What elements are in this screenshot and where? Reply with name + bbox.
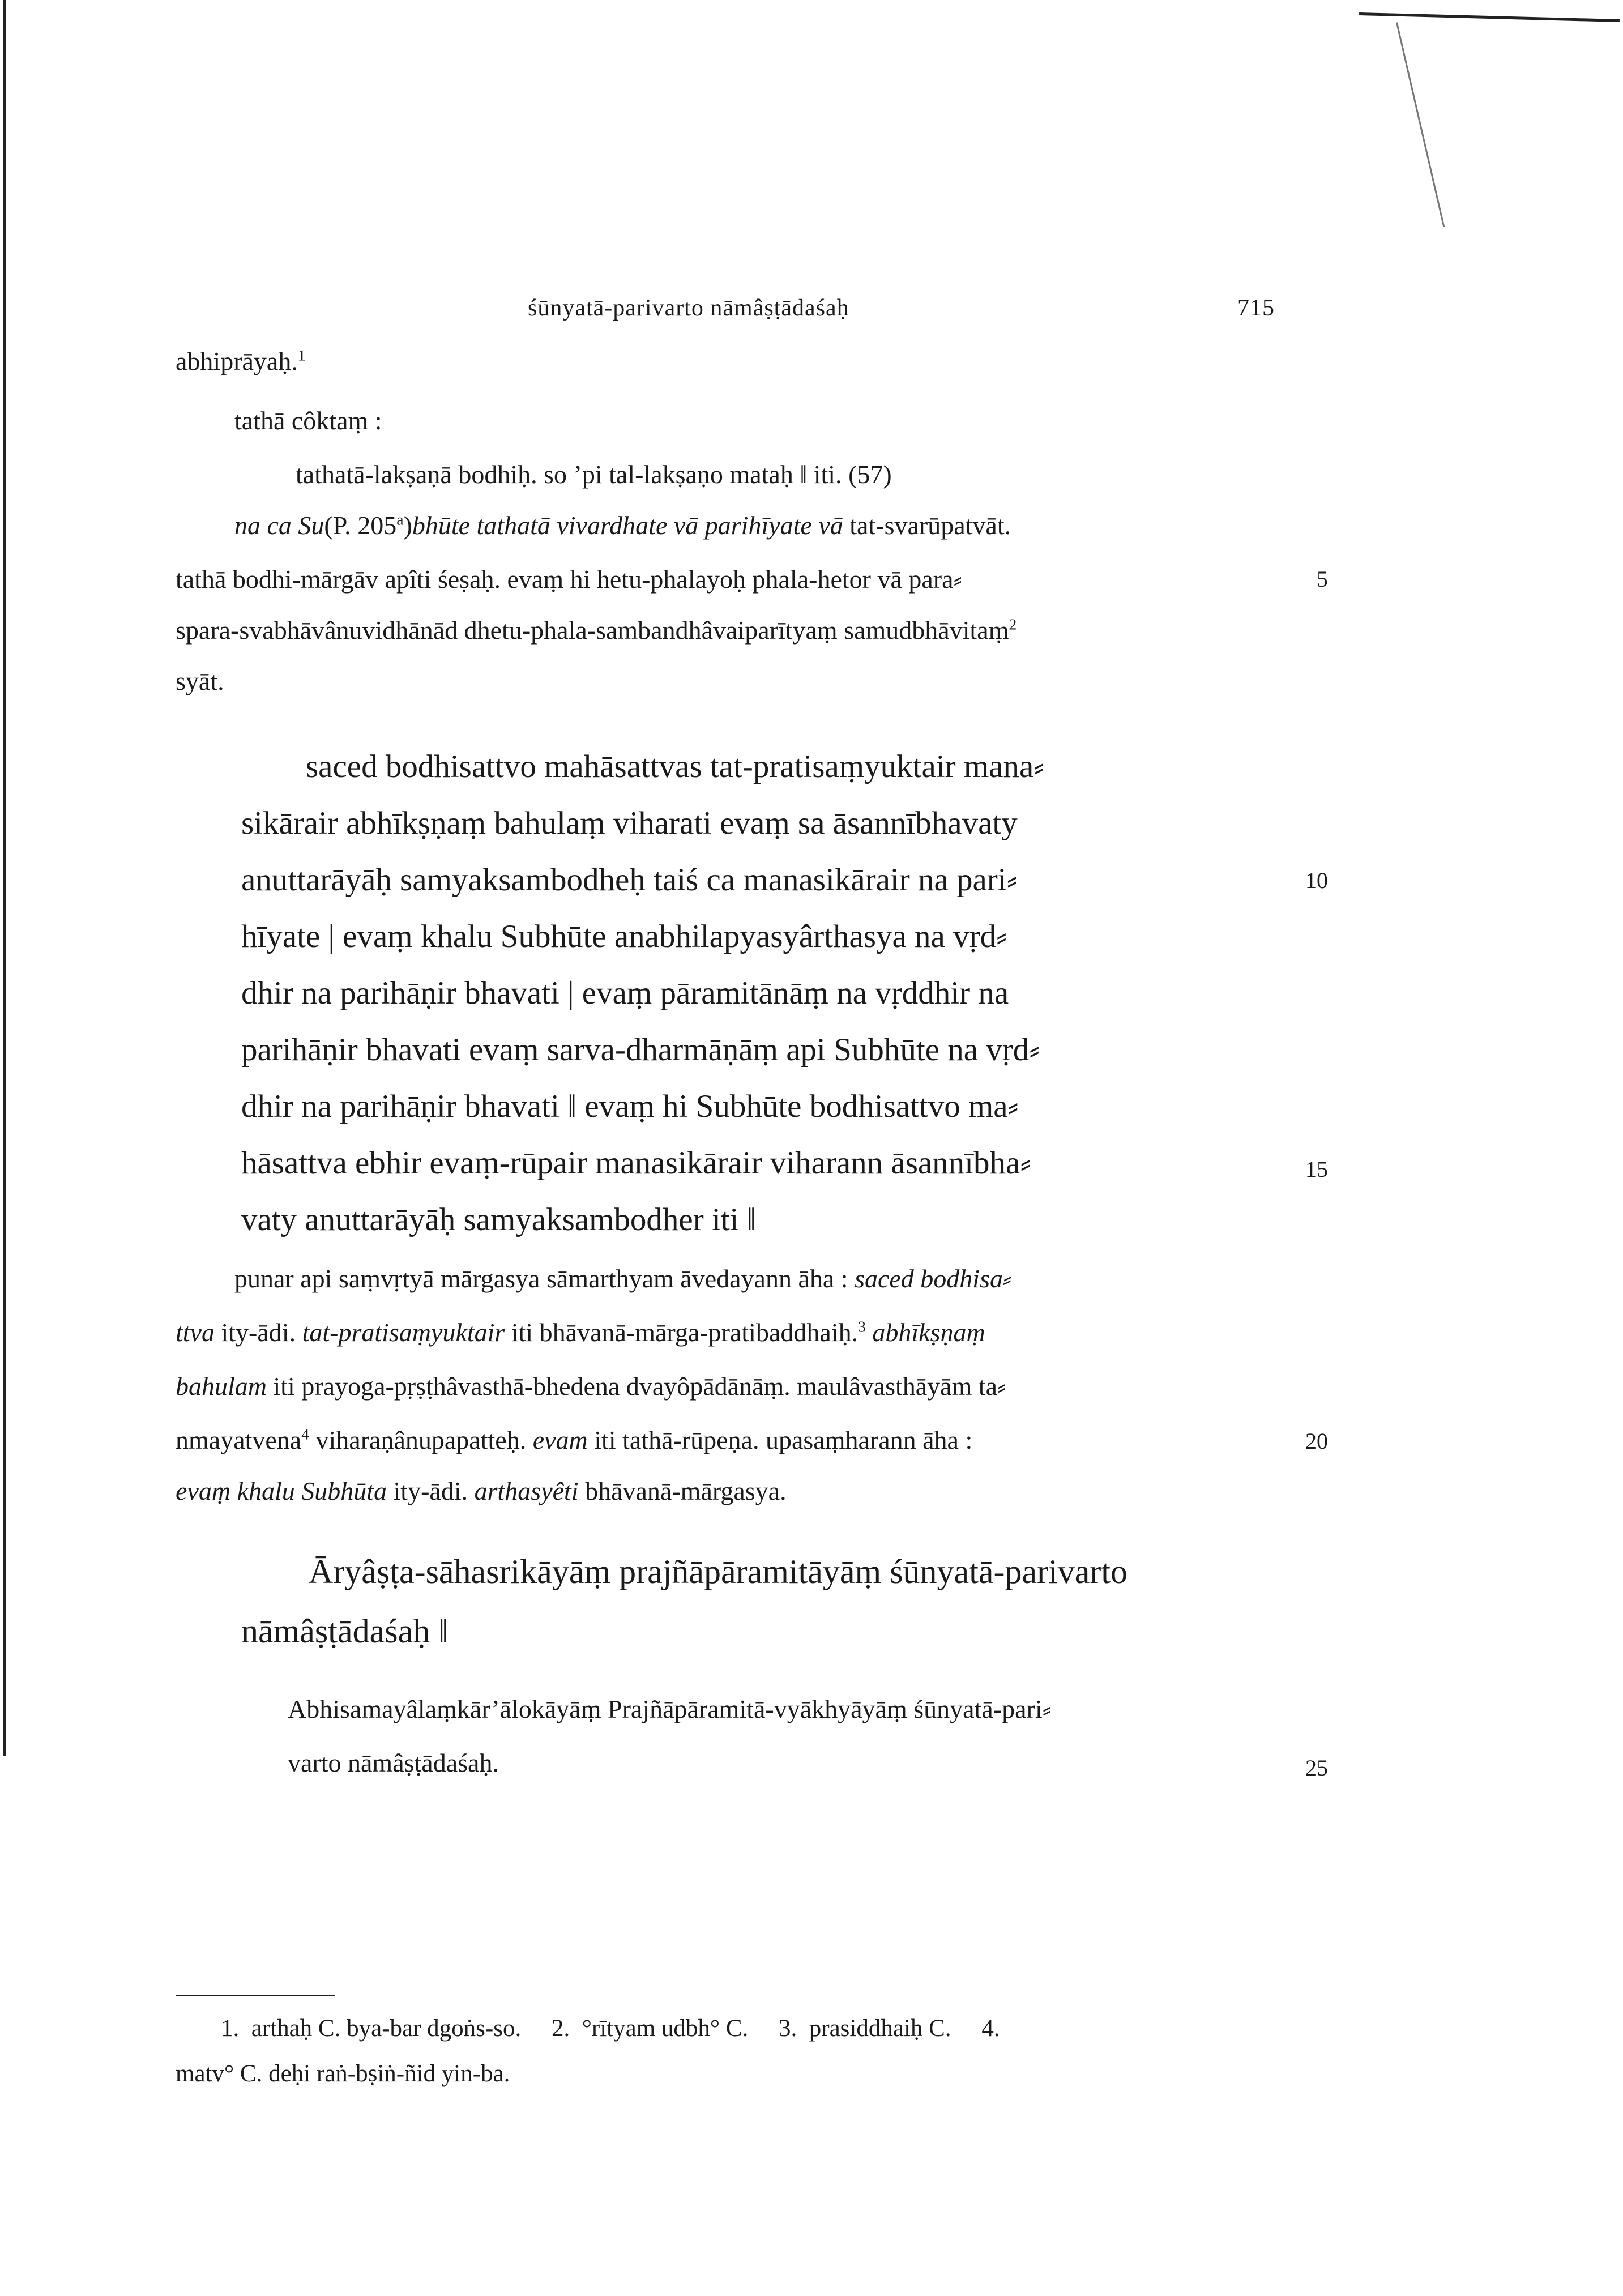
sutra-line-6: parihāṇir bhavati evaṃ sarva-dharmāṇāṃ api Subhūte na vṛd⸗ [241,1032,1040,1068]
sutra-line-3: anuttarāyāḥ samyaksambodheḥ taiś ca manasikārair na pari⸗ [241,862,1018,898]
commentary-b-line-3: bahulam iti prayoga-pṛṣṭhâvasthā-bhedena dvayôpādānāṃ. maulâvasthāyām ta⸗ [176,1372,1006,1401]
footnote-line-2: matv° C. deḥi raṅ-bṣiṅ-ñid yin-ba. [176,2060,510,2087]
commentary-line-5: tathā bodhi-mārgāv apîti śeṣaḥ. evaṃ hi hetu-phalayoḥ phala-hetor vā para⸗ [176,565,962,594]
running-title: śūnyatā-parivarto nāmâṣṭādaśaḥ [528,295,849,321]
footnote-rule [176,1995,335,1996]
sutra-line-4: hīyate | evaṃ khalu Subhūte anabhilapyasyârthasya na vṛd⸗ [241,919,1007,954]
footnote-line-1: 1. arthaḥ C. bya-bar dgoṅs-so. 2. °rītyam udbh° C. 3. prasiddhaiḥ C. 4. [221,2015,1000,2042]
scan-corner-mark [1396,22,1445,227]
commentary-colophon-line-1: Abhisamayâlaṃkār’ālokāyāṃ Prajñāpāramitā-vyākhyāyāṃ śūnyatā-pari⸗ [288,1695,1051,1723]
commentary-b-line-1: punar api saṃvṛtyā mārgasya sāmarthyam āvedayann āha : saced bodhisa⸗ [234,1264,1012,1293]
commentary-line-4: na ca Su(P. 205$^a$)bhūte tathatā vivardhate vā parihīyate vā tat-svarūpatvāt. [234,510,1011,540]
commentary-colophon-line-2: varto nāmâṣṭādaśaḥ. [288,1748,499,1777]
sutra-line-1: saced bodhisattvo mahāsattvas tat-pratisaṃyuktair mana⸗ [306,749,1045,784]
sutra-line-2: sikārair abhīkṣṇaṃ bahulaṃ viharati evaṃ sa āsannībhavaty [241,805,1018,841]
line-number-20: 20 [1305,1428,1328,1454]
line-number-25: 25 [1305,1755,1328,1781]
line-number-15: 15 [1305,1156,1328,1182]
commentary-b-line-4: nmayatvena$^4$ viharaṇânupapatteḥ. evam iti tathā-rūpeṇa. upasaṃharann āha : [176,1425,973,1454]
commentary-line-2: tathā côktaṃ : [234,406,382,435]
commentary-b-line-2: ttva ity-ādi. tat-pratisaṃyuktair iti bhāvanā-mārga-pratibaddhaiḥ.$^3$ abhīkṣṇaṃ [176,1317,985,1347]
line-number-10: 10 [1305,868,1328,893]
sutra-line-5: dhir na parihāṇir bhavati | evaṃ pāramitānāṃ na vṛddhir na [241,975,1009,1011]
scan-left-edge [3,0,6,1756]
chapter-colophon-line-2: nāmâṣṭādaśaḥ ‖ [241,1612,449,1650]
sutra-line-8: hāsattva ebhir evaṃ-rūpair manasikārair viharann āsannībha⸗ [241,1145,1031,1181]
line-number-5: 5 [1317,566,1328,592]
verse-quote: tathatā-lakṣaṇā bodhiḥ. so ’pi tal-lakṣaṇo mataḥ ‖ iti. (57) [296,460,892,489]
scan-top-edge [1359,12,1620,22]
commentary-line-1: abhiprāyaḥ.$^1$ [176,346,306,375]
commentary-line-6: spara-svabhāvânuvidhānād dhetu-phala-sambandhâvaiparītyaṃ samudbhāvitaṃ$^2$ [176,615,1017,645]
sutra-line-9: vaty anuttarāyāḥ samyaksambodher iti ‖ [241,1202,756,1237]
commentary-b-line-5: evaṃ khalu Subhūta ity-ādi. arthasyêti bhāvanā-mārgasya. [176,1476,787,1505]
commentary-line-7: syāt. [176,667,224,695]
chapter-colophon-line-1: Āryâṣṭa-sāhasrikāyāṃ prajñāpāramitāyāṃ śūnyatā-parivarto [309,1553,1128,1590]
page-number: 715 [1237,295,1275,321]
sutra-line-7: dhir na parihāṇir bhavati ‖ evaṃ hi Subhūte bodhisattvo ma⸗ [241,1089,1019,1124]
